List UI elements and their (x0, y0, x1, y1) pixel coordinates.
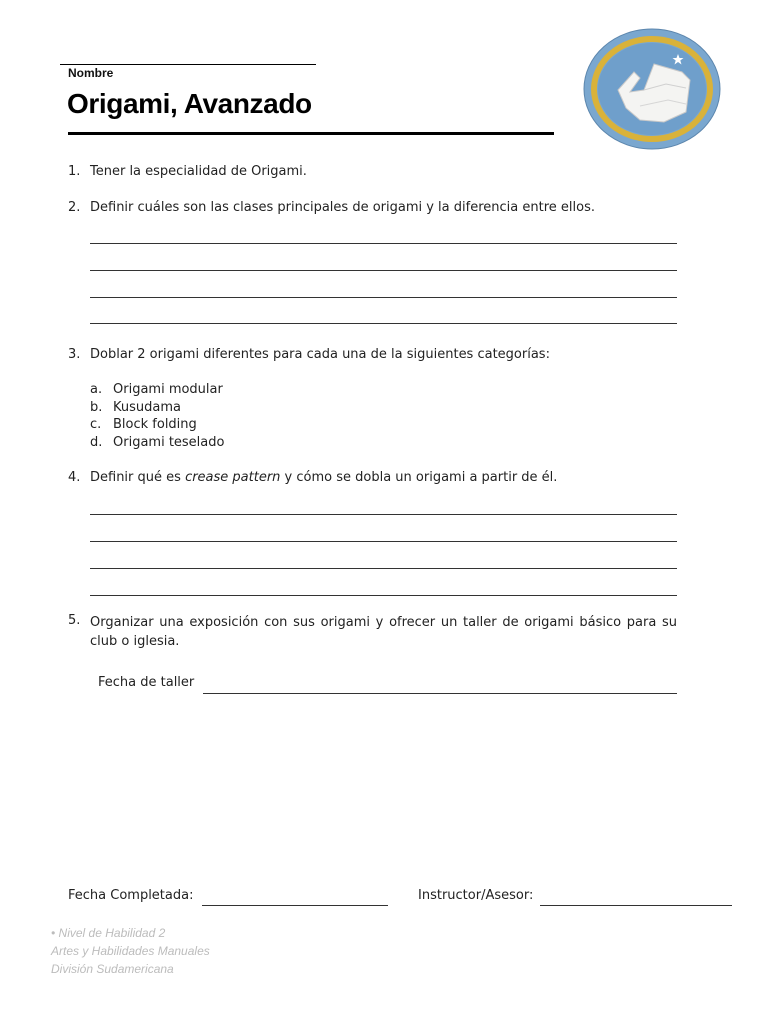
answer-line[interactable] (90, 297, 677, 298)
item-text: Definir cuáles son las clases principales de origami y la diferencia entre ellos. (90, 200, 595, 215)
answer-line[interactable] (90, 270, 677, 271)
subitem-text: Origami teselado (113, 435, 225, 450)
instructor-line[interactable] (540, 905, 732, 906)
item-5-number: 5. (68, 613, 81, 628)
answer-line[interactable] (90, 541, 677, 542)
workshop-date-label: Fecha de taller (98, 675, 195, 690)
item-text: Tener la especialidad de Origami. (90, 164, 307, 179)
subitem-text: Block folding (113, 417, 197, 432)
item-text-after: y cómo se dobla un origami a partir de él. (280, 470, 558, 485)
instructor-label: Instructor/Asesor: (418, 888, 534, 903)
footnote-division: División Sudamericana (51, 962, 174, 976)
subitem-text: Origami modular (113, 382, 223, 397)
completed-date-label: Fecha Completada: (68, 888, 194, 903)
item-text-italic: crease pattern (185, 470, 281, 485)
footnote-level: • Nivel de Habilidad 2 (51, 926, 166, 940)
answer-line[interactable] (90, 514, 677, 515)
item-text-before: Definir qué es (90, 470, 186, 485)
completed-date-line[interactable] (202, 905, 388, 906)
answer-line[interactable] (90, 243, 677, 244)
item-text (90, 470, 557, 485)
origami-crane-badge-icon (582, 28, 722, 150)
item-5-text: Organizar una exposición con sus origami y ofrecer un taller de origami básico para su club o iglesia. (90, 615, 677, 649)
subitem-letter: c. (90, 417, 102, 432)
subitem-letter: a. (90, 382, 103, 397)
name-field-line[interactable] (60, 64, 316, 65)
item-number: 1. (68, 164, 81, 179)
page-title: Origami, Avanzado (67, 88, 312, 119)
item-number: 3. (68, 347, 81, 362)
subitem-letter: d. (90, 435, 103, 450)
item-number: 4. (68, 470, 81, 485)
name-label: Nombre (68, 66, 114, 80)
title-underline (68, 132, 554, 135)
footnote-category: Artes y Habilidades Manuales (51, 944, 210, 958)
subitem-letter: b. (90, 400, 103, 415)
workshop-date-line[interactable] (203, 693, 677, 694)
answer-line[interactable] (90, 323, 677, 324)
item-number: 2. (68, 200, 81, 215)
answer-line[interactable] (90, 568, 677, 569)
subitem-text: Kusudama (113, 400, 181, 415)
answer-line[interactable] (90, 595, 677, 596)
item-text: Doblar 2 origami diferentes para cada una de la siguientes categorías: (90, 347, 550, 362)
